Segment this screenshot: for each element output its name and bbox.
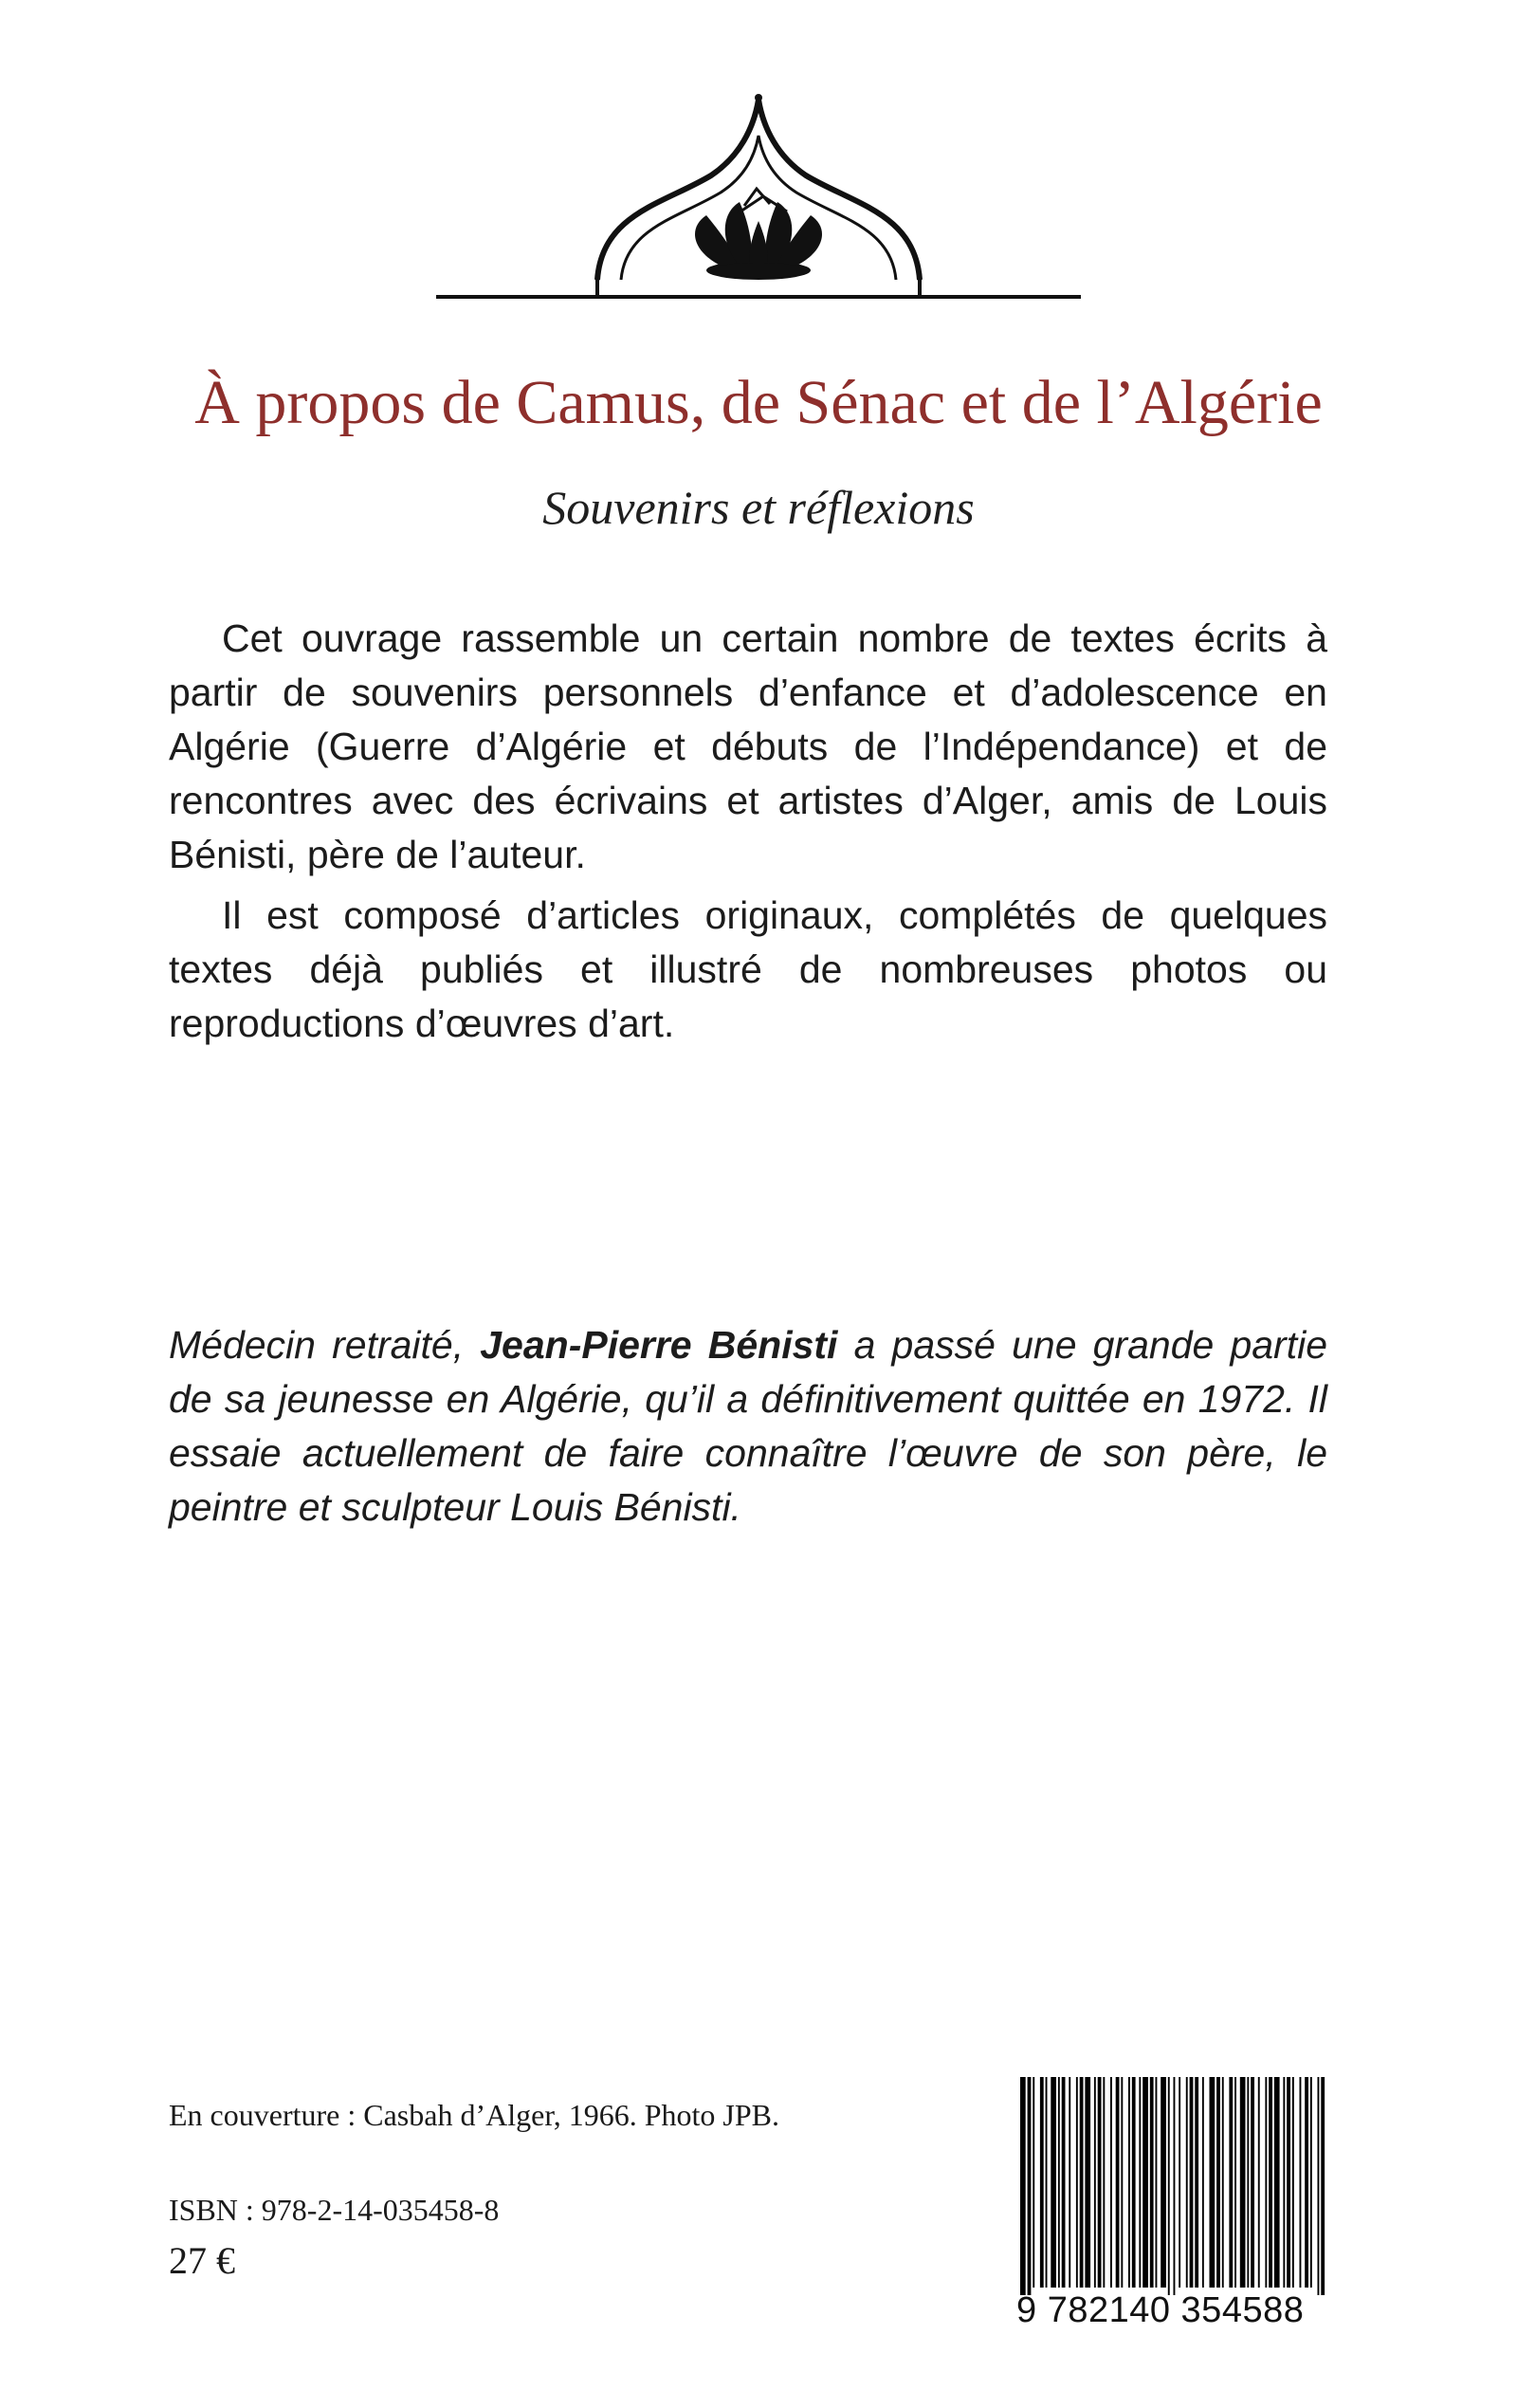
publisher-emblem-icon xyxy=(436,90,1081,308)
author-bio xyxy=(169,1318,1327,1535)
summary-paragraph-2: Il est composé d’articles originaux, complétés de quelques textes déjà publiés et illustré de nombreuses photos ou reproductions d’œuvres d’art. xyxy=(169,893,1327,1045)
book-subtitle: Souvenirs et réflexions xyxy=(542,481,975,534)
barcode xyxy=(1016,2077,1325,2295)
barcode-digits: 9 782140 354588 xyxy=(1016,2290,1305,2330)
author-name: Jean-Pierre Bénisti xyxy=(480,1323,838,1367)
price: 27 € xyxy=(169,2239,235,2282)
isbn: ISBN : 978-2-14-035458-8 xyxy=(169,2193,500,2227)
book-title: À propos de Camus, de Sénac et de l’Algérie xyxy=(194,368,1323,437)
cover-credit: En couverture : Casbah d’Alger, 1966. Photo JPB. xyxy=(169,2098,779,2132)
author-bio-text: a passé une grande partie de sa jeunesse en Algérie, qu’il a définitivement quittée en 1972. Il essaie actuellement de faire connaître l’œuvre de son père, le peintre et sculpteur Louis Bénisti. xyxy=(169,1323,1327,1529)
summary-paragraph-1: Cet ouvrage rassemble un certain nombre de textes écrits à partir de souvenirs personnels d’enfance et d’adolescence en Algérie (Guerre d’Algérie et débuts de l’Indépendance) et de rencontres avec des écrivains et artistes d’Alger, amis de Louis Bénisti, père de l’auteur. xyxy=(169,616,1327,876)
author-bio-intro: Médecin retraité, xyxy=(169,1323,481,1367)
